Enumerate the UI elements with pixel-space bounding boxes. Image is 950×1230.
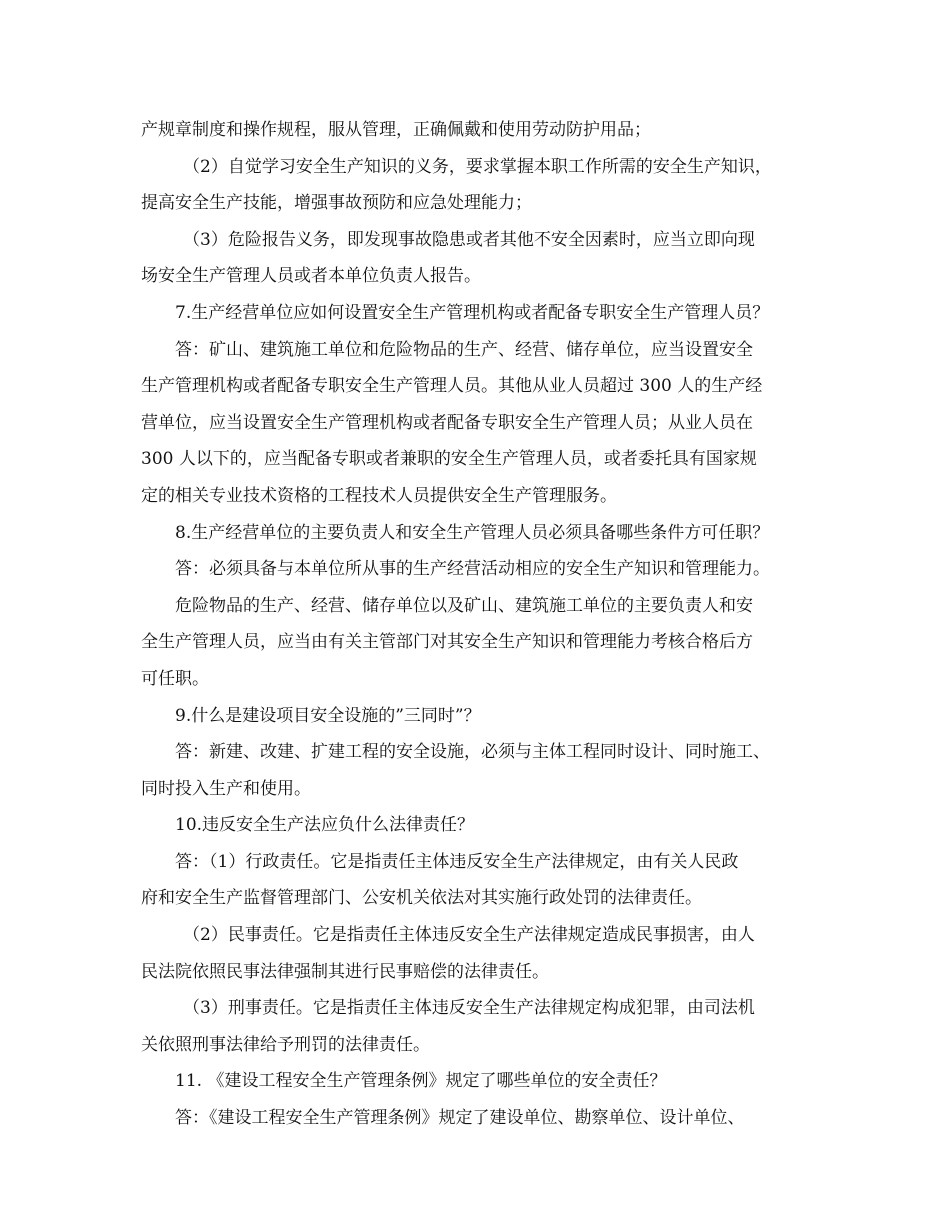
paragraph-line: （2）民事责任。它是指责任主体违反安全生产法律规定造成民事损害，由人 (183, 925, 755, 946)
paragraph-line: （2）自觉学习安全生产知识的义务，要求掌握本职工作所需的安全生产知识， (183, 156, 772, 177)
paragraph-line: 提高安全生产技能，增强事故预防和应急处理能力； (141, 193, 532, 214)
paragraph-line: （3）危险报告义务，即发现事故隐患或者其他不安全因素时，应当立即向现 (183, 229, 755, 250)
paragraph-line: 同时投入生产和使用。 (141, 778, 311, 799)
paragraph-line: 产规章制度和操作规程，服从管理，正确佩戴和使用劳动防护用品； (141, 120, 651, 140)
paragraph-line: 全生产管理人员，应当由有关主管部门对其安全生产知识和管理能力考核合格后方 (141, 632, 753, 653)
paragraph-line: 营单位，应当设置安全生产管理机构或者配备专职安全生产管理人员；从业人员在 (141, 412, 753, 433)
answer-line: 答：矿山、建筑施工单位和危险物品的生产、经营、储存单位，应当设置安全 (175, 339, 753, 360)
question-heading: 11. 《建设工程安全生产管理条例》规定了哪些单位的安全责任？ (175, 1071, 667, 1092)
paragraph-line: 关依照刑事法律给予刑罚的法律责任。 (141, 1034, 430, 1055)
paragraph-line: 300 人以下的，应当配备专职或者兼职的安全生产管理人员，或者委托具有国家规 (141, 449, 757, 470)
paragraph-line: 民法院依照民事法律强制其进行民事赔偿的法律责任。 (141, 961, 549, 982)
answer-line: 答：必须具备与本单位所从事的生产经营活动相应的安全生产知识和管理能力。 (175, 559, 770, 580)
paragraph-line: 场安全生产管理人员或者本单位负责人报告。 (141, 266, 481, 287)
document-body (141, 112, 821, 1137)
question-heading: 10.违反安全生产法应负什么法律责任？ (175, 815, 475, 836)
paragraph-line: 府和安全生产监督管理部门、公安机关依法对其实施行政处罚的法律责任。 (141, 888, 702, 909)
question-heading: 9.什么是建设项目安全设施的”三同时”？ (175, 705, 481, 726)
paragraph-line: 生产管理机构或者配备专职安全生产管理人员。其他从业人员超过 300 人的生产经 (141, 376, 763, 397)
paragraph-line: 定的相关专业技术资格的工程技术人员提供安全生产管理服务。 (141, 485, 617, 506)
paragraph-line: 可任职。 (141, 668, 209, 689)
answer-line: 答：新建、改建、扩建工程的安全设施，必须与主体工程同时设计、同时施工、 (175, 742, 770, 763)
question-heading: 8.生产经营单位的主要负责人和安全生产管理人员必须具备哪些条件方可任职？ (175, 522, 770, 543)
paragraph-line: 危险物品的生产、经营、储存单位以及矿山、建筑施工单位的主要负责人和安 (175, 595, 753, 616)
answer-line: 答：《建设工程安全生产管理条例》规定了建设单位、勘察单位、设计单位、 (175, 1108, 745, 1129)
paragraph-line: （3）刑事责任。它是指责任主体违反安全生产法律规定构成犯罪，由司法机 (183, 998, 755, 1019)
answer-line: 答：（1）行政责任。它是指责任主体违反安全生产法律规定，由有关人民政 (175, 851, 739, 872)
question-heading: 7.生产经营单位应如何设置安全生产管理机构或者配备专职安全生产管理人员？ (175, 302, 770, 323)
